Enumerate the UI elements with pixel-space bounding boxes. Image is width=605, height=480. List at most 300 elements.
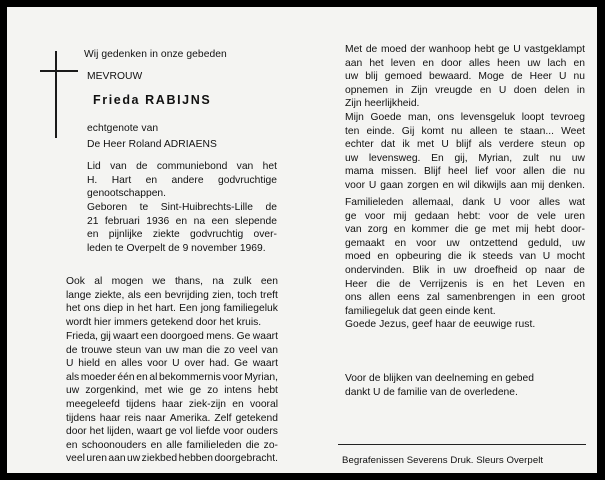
word: dikwijls [473, 179, 507, 191]
word: een [144, 289, 162, 301]
text-line [66, 344, 278, 358]
word: ons [437, 112, 455, 123]
text-line [345, 57, 585, 71]
word: familiegeluk [223, 303, 278, 315]
word: als [478, 139, 492, 151]
word: godvruchtige [217, 174, 277, 186]
word: en [66, 439, 78, 451]
word: van [110, 161, 127, 172]
word: die [454, 224, 469, 236]
word: U [498, 84, 507, 96]
word: het [369, 57, 384, 69]
word: aan [108, 453, 126, 465]
text-line [345, 165, 585, 179]
text-line: leden te Overpelt de 9 november 1969. [87, 242, 266, 254]
word: jong [200, 303, 221, 315]
word: moed [345, 251, 371, 263]
word: uw [453, 264, 467, 276]
word: die [245, 439, 260, 451]
text-line: genootschappen. [87, 188, 167, 200]
word: tijdens [66, 412, 96, 424]
word: al [149, 371, 158, 383]
word: wie [168, 385, 184, 397]
word: ge [189, 385, 202, 397]
word: een [537, 292, 555, 304]
word: schoonouders [81, 439, 147, 451]
word: ziek-zijn [188, 398, 227, 410]
word: is [476, 278, 484, 290]
word: U [513, 44, 521, 55]
word: in [126, 303, 135, 315]
word: uw [446, 237, 460, 249]
word: en [492, 278, 505, 290]
text-line [66, 439, 278, 453]
word: doen [513, 84, 537, 96]
word: de [517, 210, 529, 222]
word: andere [171, 174, 204, 186]
word: na [193, 215, 206, 227]
word: allemaal, [412, 197, 454, 208]
word: uw [571, 237, 585, 249]
word: van [345, 224, 362, 236]
word: de [136, 161, 148, 172]
word: U [559, 71, 567, 83]
word: 1936 [146, 215, 170, 227]
word: ge [165, 426, 177, 438]
word: diep [103, 303, 123, 315]
word: Familieleden [345, 197, 404, 208]
word: bewaard. [429, 71, 472, 83]
word: U [542, 251, 551, 263]
word: Frieda, [66, 331, 99, 342]
word: een [260, 276, 278, 287]
word: lief [474, 166, 489, 178]
word: U [493, 197, 502, 208]
word: ons [345, 292, 362, 304]
word: gemaakt [345, 237, 385, 249]
word: en [422, 57, 434, 69]
text-line [66, 330, 278, 344]
text-line [66, 452, 278, 466]
word: kommer [411, 224, 449, 236]
word: meegeleefd [66, 398, 120, 410]
word: waart [113, 331, 139, 342]
word: een [211, 215, 229, 227]
text-line [345, 84, 585, 98]
text-line [66, 412, 278, 426]
text-line [87, 160, 277, 174]
word: Gij [401, 125, 415, 137]
word: eens [397, 292, 420, 304]
word: het [262, 161, 277, 172]
word: te [504, 125, 513, 137]
word: en [87, 229, 99, 241]
word: ge [474, 224, 487, 236]
word: groot [561, 292, 585, 304]
word: gemoed [384, 71, 423, 83]
closing-prayer: Goede Jezus, geef haar de eeuwige rust. [345, 319, 536, 330]
word: vol [179, 426, 193, 438]
cross-icon [55, 51, 57, 138]
word: trouwe [81, 344, 113, 356]
word: hart. [155, 303, 176, 315]
word: en [104, 358, 117, 370]
text-line: Voor de blijken van deelneming en gebed [345, 373, 534, 384]
right-paragraph-3 [345, 196, 585, 318]
word: intens [224, 385, 252, 397]
word: nu [573, 166, 585, 178]
text-line [345, 223, 585, 237]
word: Geboren [87, 202, 128, 213]
word: zulk [233, 276, 252, 287]
word: H. [87, 174, 98, 186]
right-paragraph-1 [345, 43, 585, 111]
word: allen [368, 292, 391, 304]
text-line [345, 250, 585, 264]
word: als [66, 371, 80, 383]
word: zo [223, 344, 235, 356]
word: het [513, 278, 528, 290]
word: uw [165, 344, 179, 356]
word: alles [121, 358, 143, 370]
text-line [345, 125, 585, 139]
word: op [525, 264, 537, 276]
spouse-label: echtgenote van [87, 123, 159, 134]
word: doorgoed [160, 331, 204, 342]
word: waart [252, 331, 278, 342]
word: ik [468, 251, 476, 263]
left-paragraph-2 [66, 330, 278, 466]
word: Ge [234, 358, 248, 370]
word: ouders [246, 426, 278, 438]
word: mij [531, 179, 545, 191]
printer-credit: Begrafenissen Severens Druk. Sleurs Overpelt [342, 455, 544, 466]
word: alle [166, 439, 183, 451]
word: Heer [529, 71, 552, 83]
word: Hart [111, 174, 132, 186]
word: Zelf [214, 412, 232, 424]
word: in [522, 292, 531, 304]
word: mocht [556, 251, 585, 263]
text-line [345, 237, 585, 251]
word: en [136, 371, 148, 383]
word: de [399, 278, 411, 290]
word: waart [252, 358, 278, 370]
word: voor [223, 426, 244, 438]
spouse-name: De Heer Roland ADRIAENS [87, 139, 217, 150]
word: uren [564, 210, 585, 222]
word: door- [560, 224, 585, 236]
word: U [441, 139, 449, 151]
word: waart [136, 426, 163, 438]
word: in [437, 264, 446, 276]
word: uw [127, 453, 141, 465]
right-paragraph-2 [345, 111, 585, 193]
word: ziekte [152, 229, 180, 241]
word: Amerika. [169, 412, 211, 424]
word: van [145, 344, 162, 356]
thanks-text [345, 372, 585, 399]
word: Myrian, [244, 371, 278, 383]
text-line [345, 179, 585, 193]
word: dank [462, 197, 485, 208]
word: hebt [474, 44, 495, 55]
word: uw [345, 152, 359, 164]
left-paragraph-1 [66, 275, 278, 329]
divider [338, 444, 586, 445]
word: uw [571, 152, 585, 164]
word: man, [408, 112, 431, 123]
text-line: wordt hier immers getekend door het kruis. [66, 316, 262, 328]
word: met [144, 385, 162, 397]
word: over [184, 358, 205, 370]
text-line [345, 210, 585, 224]
word: Met [345, 44, 363, 55]
text-line [66, 425, 278, 439]
word: één [117, 371, 135, 383]
word: Blijf [424, 166, 441, 178]
word: zo- [263, 439, 278, 451]
text-line [345, 111, 585, 125]
word: we [152, 276, 166, 287]
word: hebt: [457, 210, 481, 222]
word: en [479, 84, 492, 96]
word: zorgen [407, 179, 439, 191]
word: steun [116, 344, 142, 356]
word: lach [547, 57, 567, 69]
word: te [139, 202, 149, 213]
word: Leven [536, 278, 565, 290]
word: hebt [257, 385, 278, 397]
word: uw [527, 57, 541, 69]
word: het [89, 426, 104, 438]
text-line: familiegeluk dat geen einde kent. [345, 305, 496, 317]
word: van [236, 161, 254, 172]
word: bevrijding [164, 289, 209, 301]
word: ontzettend [469, 237, 518, 249]
word: godvruchtig [190, 229, 244, 241]
word: vastgeklampt [524, 44, 585, 55]
word: ik [402, 139, 410, 151]
word: delen [544, 84, 570, 96]
word: die [376, 278, 391, 290]
text-line [345, 70, 585, 84]
word: nu [573, 71, 585, 83]
salutation: MEVROUW [87, 71, 143, 82]
word: veel [238, 344, 258, 356]
text-line [345, 278, 585, 292]
text-line [87, 174, 277, 188]
word: Sint-Huibrechts-Lille [160, 202, 253, 213]
word: de [511, 71, 523, 83]
word: familieleden [186, 439, 242, 451]
word: missen. [381, 166, 417, 178]
word: man [182, 344, 203, 356]
word: alles [468, 57, 491, 69]
word: Mijn [345, 112, 364, 123]
word: reis [124, 412, 142, 424]
word: levensgeluk [460, 112, 516, 123]
word: levensweg. [368, 152, 421, 164]
word: ons [83, 303, 101, 315]
word: Verrijzenis [419, 278, 468, 290]
word: uw [345, 71, 359, 83]
word: denken. [548, 179, 585, 191]
word: zo [207, 385, 219, 397]
word: tijdens [126, 398, 156, 410]
word: staan... [520, 125, 554, 137]
word: die [448, 251, 462, 263]
word: droefheid [474, 264, 518, 276]
word: met [416, 139, 435, 151]
text-line [345, 138, 585, 152]
word: en [377, 251, 389, 263]
word: En [431, 152, 444, 164]
word: Moge [478, 71, 505, 83]
word: gedaan [414, 210, 450, 222]
word: en [232, 398, 244, 410]
word: loopt [521, 112, 545, 123]
word: in [395, 84, 404, 96]
word: hebben [178, 453, 213, 465]
word: en [573, 57, 585, 69]
word: door [441, 57, 462, 69]
word: toch [237, 289, 257, 301]
text-line: dankt U de familie van de overledene. [345, 386, 518, 398]
word: ten [345, 125, 360, 137]
word: haar [99, 412, 121, 424]
word: voor [147, 358, 168, 370]
word: steeds [482, 251, 513, 263]
word: geduld, [527, 237, 562, 249]
word: echter [345, 139, 374, 151]
word: zorg [367, 224, 388, 236]
word: haar [162, 398, 183, 410]
word: al [94, 276, 103, 287]
word: mens. [206, 331, 235, 342]
word: voor [416, 237, 437, 249]
word: alles [538, 197, 561, 208]
word: van [261, 344, 278, 356]
word: aan [345, 57, 363, 69]
word: die [552, 166, 567, 178]
word: allen [523, 166, 545, 178]
deceased-name: Frieda RABIJNS [93, 93, 212, 107]
word: die [206, 344, 221, 356]
memorial-card [7, 7, 597, 473]
word: Zijn [410, 84, 428, 96]
word: Blik [412, 264, 430, 276]
word: aan [510, 179, 528, 191]
word: en [394, 237, 407, 249]
word: U [66, 358, 74, 370]
word: U [368, 179, 377, 191]
word: hield [78, 358, 101, 370]
text-line [345, 43, 585, 57]
word: voor [364, 210, 385, 222]
word: Goede [370, 112, 402, 123]
word: Weet [561, 125, 585, 137]
word: voor [222, 371, 243, 383]
word: opnemen [345, 84, 388, 96]
word: moeder [80, 371, 116, 383]
word: de [66, 344, 78, 356]
word: en [393, 224, 406, 236]
word: 21 [87, 215, 99, 227]
word: nu [451, 125, 463, 137]
word: van [519, 251, 537, 263]
word: mama [345, 166, 374, 178]
word: voor [345, 179, 366, 191]
text-line [87, 201, 277, 215]
word: ge [345, 210, 357, 222]
text-line [66, 289, 278, 303]
text-line [345, 196, 585, 210]
word: Ook [66, 276, 85, 287]
word: lange [66, 289, 92, 301]
word: mij [515, 224, 529, 236]
word: door [66, 426, 87, 438]
word: getekend [235, 412, 278, 424]
text-line [66, 398, 278, 412]
word: veel [66, 453, 85, 465]
word: ziekte, [94, 289, 125, 301]
word: treft [260, 289, 278, 301]
word: doorgebracht. [214, 453, 278, 465]
word: het [66, 303, 81, 315]
word: naar [145, 412, 166, 424]
text-line [345, 264, 585, 278]
word: als [127, 289, 141, 301]
word: voor [495, 166, 516, 178]
word: dat [380, 139, 396, 151]
word: bekommernis [159, 371, 221, 383]
word: communiebond [156, 161, 228, 172]
birth-death-text [87, 201, 277, 255]
word: wil [457, 179, 470, 191]
word: moed [380, 44, 407, 55]
word: blijf [455, 139, 472, 151]
text-line [66, 357, 278, 371]
word: en [150, 439, 163, 451]
word: nu [549, 152, 562, 164]
word: in [576, 84, 585, 96]
word: de [365, 44, 378, 55]
word: der [410, 44, 426, 55]
word: ondervinden. [345, 264, 405, 276]
text-line: Zijn heerlijkheid. [345, 98, 420, 110]
word: naar [544, 264, 566, 276]
word: zult [522, 152, 539, 164]
word: blij [365, 71, 378, 83]
word: wat [568, 197, 585, 208]
word: met [492, 224, 510, 236]
word: en [145, 174, 158, 186]
word: ge [498, 44, 510, 55]
word: en [442, 179, 454, 191]
word: voor [488, 210, 509, 222]
cross-icon-bar [40, 70, 78, 72]
word: alleen [469, 125, 498, 137]
word: zorgenkind, [85, 385, 139, 397]
word: ziekbed [141, 453, 178, 465]
text-line [66, 275, 278, 289]
word: Myrian, [478, 152, 513, 164]
word: hebt [534, 224, 555, 236]
word: samenbrengen [446, 292, 516, 304]
word: komt [421, 125, 444, 137]
word: wanhoop [428, 44, 471, 55]
